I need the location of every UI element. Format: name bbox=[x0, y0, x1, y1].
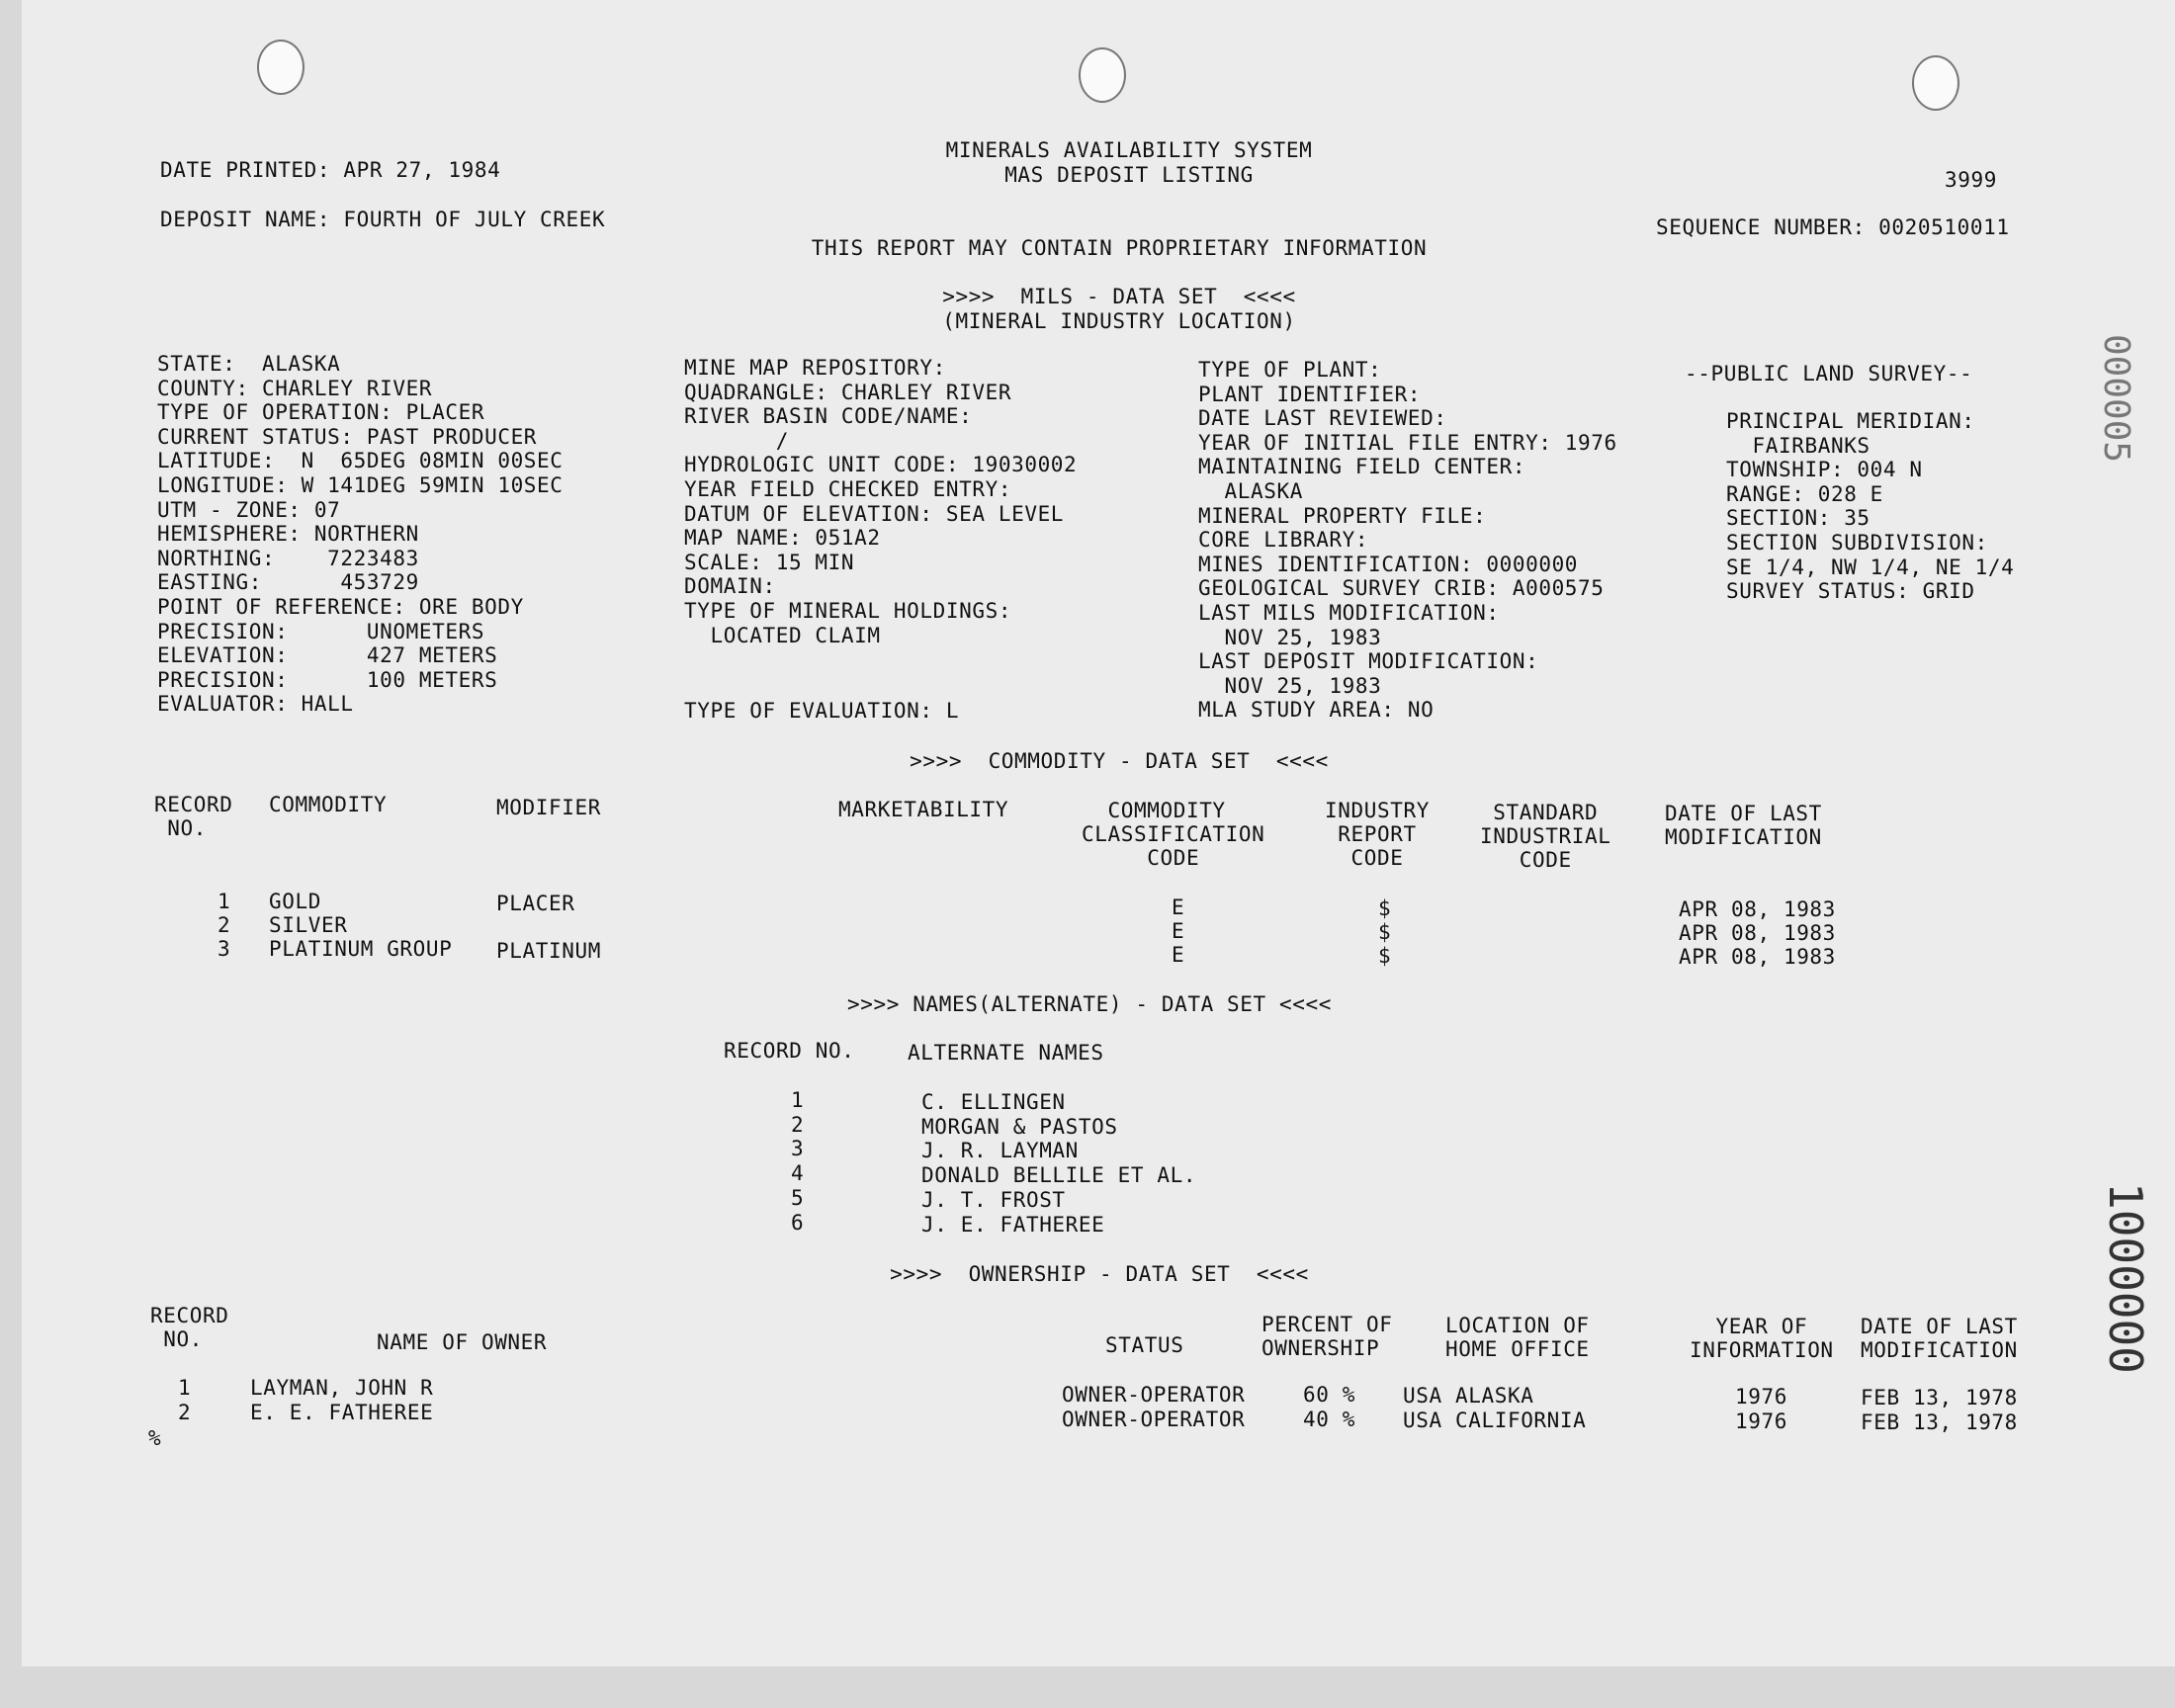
commodity-name: GOLD bbox=[269, 890, 321, 913]
mils-field: TOWNSHIP: 004 N bbox=[1726, 458, 1923, 481]
commodity-section-title: >>>> COMMODITY - DATA SET <<<< bbox=[910, 749, 1329, 773]
alternate-name: DONALD BELLILE ET AL. bbox=[921, 1163, 1197, 1187]
ownership-header-name: NAME OF OWNER bbox=[377, 1330, 548, 1354]
punch-hole bbox=[257, 40, 304, 95]
mils-field: HEMISPHERE: NORTHERN bbox=[157, 522, 419, 546]
commodity-industry-code: $ bbox=[1378, 920, 1392, 944]
mils-field: SECTION: 35 bbox=[1726, 506, 1870, 530]
commodity-modifier: PLATINUM bbox=[496, 939, 601, 963]
owner-record-no: 2 bbox=[178, 1401, 192, 1424]
mils-field: SURVEY STATUS: GRID bbox=[1726, 579, 1975, 603]
document-page: MINERALS AVAILABILITY SYSTEM MAS DEPOSIT LISTING DATE PRINTED: APR 27, 1984 3999 DEPOSIT NAME: FOURTH OF JULY CREEK SEQUENCE NUMBER: 0020510011 THIS REPORT MAY CONTAIN PROPRIETARY INFORMATION >>>> MILS - DATA SET <<<< (MINERAL INDUSTRY LOCATION) TYPE OF EVALUATION: L --PUBLIC LAND SURVEY-- >>>> COMMODITY - DATA SET <<<< RECORD NO. COMMODITY MODIFIER MARKETABILITY COMMODITY CLASSIFICATION CODE INDUSTRY REPORT CODE STANDARD INDUSTRIAL CODE DATE OF LAST MODIFICATION >>>> NAMES(ALTERNATE) - DATA SET <<<< RECORD NO. ALTERNATE NAMES >>>> OWNERSHIP - DATA SET <<<< RECORD NO. NAME OF OWNER STATUS PERCENT OF OWNERSHIP LOCATION OF HOME OFFICE YEAR OF INFORMATION DATE OF LAST MODIFICATION % 000005 1000000 STATE: ALASKA COUNTY: CHARLEY RIVER TYPE OF OPERATION: PLACER CURRENT STATUS: PAST PRODUCER LATITUDE: N 65DEG 08MIN 00SEC LONGITUDE: W 141DEG 59MIN 10SEC UTM - ZONE: 07 HEMISPHERE: NORTHERN NORTHING: 7223483 EASTING: 453729 POINT OF REFERENCE: ORE BODY PRECISION: UNOMETERS ELEVATION: 427 METERS PRECISION: 100 METERS EVALUATOR: HALL MINE MAP REPOSITORY: QUADRANGLE: CHARLEY RIVER RIVER BASIN CODE/NAME: / HYDROLOGIC UNIT CODE: 19030002 YEAR FIELD CHECKED ENTRY: DATUM OF ELEVATION: SEA LEVEL MAP NAME: 051A2 SCALE: 15 MIN DOMAIN: TYPE OF MINERAL HOLDINGS: LOCATED CLAIM TYPE OF PLANT: PLANT IDENTIFIER: DATE LAST REVIEWED: YEAR OF INITIAL FILE ENTRY: 1976 MAINTAINING FIELD CENTER: ALASKA MINERAL PROPERTY FILE: CORE LIBRARY: MINES IDENTIFICATION: 0000000 GEOLOGICAL SURVEY CRIB: A000575 LAST MILS MODIFICATION: NOV 25, 1983 LAST DEPOSIT MODIFICATION: NOV 25, 1983 MLA STUDY AREA: NO PRINCIPAL MERIDIAN: FAIRBANKS TOWNSHIP: 004 N RANGE: 028 E SECTION: 35 SECTION SUBDIVISION: SE 1/4, NW 1/4, NE 1/4 SURVEY STATUS: GRID 1 GOLD PLACER E $ APR 08, 1983 2 SILVER E $ APR 08, 1983 3 PLATINUM GROUP PLATINUM E $ APR 08, 1983 1 C. ELLINGEN 2 MORGAN & PASTOS 3 J. R. LAYMAN 4 DONALD BELLILE ET AL. 5 J. T. FROST 6 J. E. FATHEREE 1 LAYMAN, JOHN R OWNER-OPERATOR 60 % USA ALASKA 1976 FEB 13, 1978 2 E. E. FATHEREE OWNER-OPERATOR 40 % USA CALIFORNIA 1976 FEB 13, 1978 bbox=[22, 0, 2175, 1666]
owner-name: LAYMAN, JOHN R bbox=[250, 1376, 434, 1400]
ownership-header-percent: PERCENT OF OWNERSHIP bbox=[1262, 1313, 1393, 1360]
owner-record-no: 1 bbox=[178, 1376, 192, 1400]
mils-field: SECTION SUBDIVISION: bbox=[1726, 531, 1988, 555]
date-printed: DATE PRINTED: APR 27, 1984 bbox=[160, 158, 501, 182]
commodity-modifier: PLACER bbox=[496, 892, 575, 915]
mils-field: MINERAL PROPERTY FILE: bbox=[1198, 504, 1487, 528]
commodity-header-modifier: MODIFIER bbox=[496, 796, 601, 819]
commodity-header-record: RECORD NO. bbox=[154, 793, 233, 840]
mils-field: NORTHING: 7223483 bbox=[157, 547, 419, 570]
commodity-header-date: DATE OF LAST MODIFICATION bbox=[1665, 802, 1822, 849]
mils-field: NOV 25, 1983 bbox=[1198, 626, 1382, 649]
names-header-alternate: ALTERNATE NAMES bbox=[908, 1041, 1104, 1065]
mils-field: ELEVATION: 427 METERS bbox=[157, 643, 498, 667]
commodity-name: SILVER bbox=[269, 913, 348, 937]
commodity-header-commodity: COMMODITY bbox=[269, 793, 388, 816]
commodity-date: APR 08, 1983 bbox=[1679, 921, 1836, 945]
commodity-header-classification: COMMODITY CLASSIFICATION CODE bbox=[1082, 799, 1265, 870]
commodity-header-marketability: MARKETABILITY bbox=[838, 798, 1009, 821]
ownership-header-location: LOCATION OF HOME OFFICE bbox=[1445, 1314, 1590, 1361]
ownership-header-record: RECORD NO. bbox=[150, 1304, 229, 1351]
mils-field: TYPE OF PLANT: bbox=[1198, 358, 1382, 382]
commodity-class-code: E bbox=[1172, 896, 1185, 919]
mils-field: DOMAIN: bbox=[684, 574, 776, 598]
commodity-date: APR 08, 1983 bbox=[1679, 945, 1836, 969]
public-land-survey-title: --PUBLIC LAND SURVEY-- bbox=[1685, 362, 1973, 385]
alternate-name-record-no: 5 bbox=[791, 1186, 805, 1210]
commodity-record-no: 2 bbox=[218, 913, 231, 937]
alternate-name: MORGAN & PASTOS bbox=[921, 1115, 1118, 1139]
alternate-name-record-no: 6 bbox=[791, 1211, 805, 1235]
page-number: 3999 bbox=[1945, 168, 1997, 192]
mils-field: ALASKA bbox=[1198, 479, 1303, 503]
mils-field: SE 1/4, NW 1/4, NE 1/4 bbox=[1726, 555, 2015, 579]
ownership-section-title: >>>> OWNERSHIP - DATA SET <<<< bbox=[890, 1262, 1309, 1286]
mils-field: GEOLOGICAL SURVEY CRIB: A000575 bbox=[1198, 576, 1605, 600]
sequence-number: SEQUENCE NUMBER: 0020510011 bbox=[1656, 215, 2010, 239]
alternate-name: J. E. FATHEREE bbox=[921, 1213, 1105, 1237]
mils-field: STATE: ALASKA bbox=[157, 352, 341, 376]
commodity-header-sic: STANDARD INDUSTRIAL CODE bbox=[1480, 801, 1611, 872]
owner-year: 1976 bbox=[1735, 1409, 1787, 1433]
mils-field: HYDROLOGIC UNIT CODE: 19030002 bbox=[684, 453, 1078, 476]
owner-name: E. E. FATHEREE bbox=[250, 1401, 434, 1424]
owner-percent: 40 % bbox=[1303, 1408, 1355, 1431]
owner-status: OWNER-OPERATOR bbox=[1062, 1383, 1246, 1407]
commodity-record-no: 3 bbox=[218, 937, 231, 961]
listing-title: MAS DEPOSIT LISTING bbox=[1004, 163, 1254, 187]
mils-field: PLANT IDENTIFIER: bbox=[1198, 383, 1422, 406]
mils-field: NOV 25, 1983 bbox=[1198, 674, 1382, 698]
alternate-name-record-no: 1 bbox=[791, 1088, 805, 1112]
owner-percent: 60 % bbox=[1303, 1383, 1355, 1407]
mils-field: LATITUDE: N 65DEG 08MIN 00SEC bbox=[157, 449, 564, 472]
mils-field: EVALUATOR: HALL bbox=[157, 692, 354, 716]
mils-field: QUADRANGLE: CHARLEY RIVER bbox=[684, 381, 1012, 404]
mils-field: PRINCIPAL MERIDIAN: bbox=[1726, 409, 1975, 433]
punch-hole bbox=[1912, 55, 1959, 111]
mils-field: TYPE OF OPERATION: PLACER bbox=[157, 400, 485, 424]
alternate-name: J. R. LAYMAN bbox=[921, 1139, 1079, 1162]
names-section-title: >>>> NAMES(ALTERNATE) - DATA SET <<<< bbox=[847, 992, 1332, 1016]
deposit-name: DEPOSIT NAME: FOURTH OF JULY CREEK bbox=[160, 208, 606, 231]
commodity-industry-code: $ bbox=[1378, 897, 1392, 920]
owner-location: USA CALIFORNIA bbox=[1403, 1409, 1587, 1432]
commodity-class-code: E bbox=[1172, 919, 1185, 943]
mils-field: MINE MAP REPOSITORY: bbox=[684, 356, 946, 380]
commodity-class-code: E bbox=[1172, 943, 1185, 967]
commodity-name: PLATINUM GROUP bbox=[269, 937, 453, 961]
commodity-industry-code: $ bbox=[1378, 944, 1392, 968]
type-of-evaluation: TYPE OF EVALUATION: L bbox=[684, 699, 960, 723]
mils-field: DATUM OF ELEVATION: SEA LEVEL bbox=[684, 502, 1065, 526]
mils-field: PRECISION: 100 METERS bbox=[157, 668, 498, 692]
mils-section-subtitle: (MINERAL INDUSTRY LOCATION) bbox=[942, 309, 1296, 333]
mils-field: PRECISION: UNOMETERS bbox=[157, 620, 485, 643]
mils-field: TYPE OF MINERAL HOLDINGS: bbox=[684, 599, 1012, 623]
alternate-name-record-no: 3 bbox=[791, 1137, 805, 1160]
mils-field: LAST DEPOSIT MODIFICATION: bbox=[1198, 649, 1539, 673]
mils-field: POINT OF REFERENCE: ORE BODY bbox=[157, 595, 524, 619]
alternate-name: C. ELLINGEN bbox=[921, 1090, 1066, 1114]
mils-field: DATE LAST REVIEWED: bbox=[1198, 406, 1447, 430]
mils-field: CORE LIBRARY: bbox=[1198, 528, 1369, 552]
names-header-record: RECORD NO. bbox=[724, 1039, 855, 1063]
commodity-date: APR 08, 1983 bbox=[1679, 897, 1836, 921]
mils-field: EASTING: 453729 bbox=[157, 570, 419, 594]
owner-year: 1976 bbox=[1735, 1385, 1787, 1409]
commodity-header-industry: INDUSTRY REPORT CODE bbox=[1325, 799, 1430, 870]
mils-field: YEAR OF INITIAL FILE ENTRY: 1976 bbox=[1198, 431, 1617, 455]
mils-field: LONGITUDE: W 141DEG 59MIN 10SEC bbox=[157, 473, 564, 497]
footer-percent-mark: % bbox=[148, 1426, 162, 1450]
ownership-header-date: DATE OF LAST MODIFICATION bbox=[1861, 1315, 2018, 1362]
mils-field: FAIRBANKS bbox=[1726, 434, 1870, 458]
owner-date: FEB 13, 1978 bbox=[1861, 1386, 2018, 1409]
mils-field: SCALE: 15 MIN bbox=[684, 551, 855, 574]
mils-field: LAST MILS MODIFICATION: bbox=[1198, 601, 1500, 625]
mils-field: MAP NAME: 051A2 bbox=[684, 526, 881, 550]
owner-date: FEB 13, 1978 bbox=[1861, 1410, 2018, 1434]
owner-location: USA ALASKA bbox=[1403, 1384, 1534, 1408]
mils-field: UTM - ZONE: 07 bbox=[157, 498, 341, 522]
mils-field: MINES IDENTIFICATION: 0000000 bbox=[1198, 553, 1579, 576]
alternate-name-record-no: 4 bbox=[791, 1161, 805, 1185]
ownership-header-year: YEAR OF INFORMATION bbox=[1690, 1315, 1834, 1362]
mils-field: RIVER BASIN CODE/NAME: bbox=[684, 404, 973, 428]
ownership-header-status: STATUS bbox=[1105, 1333, 1184, 1357]
alternate-name: J. T. FROST bbox=[921, 1188, 1066, 1212]
owner-status: OWNER-OPERATOR bbox=[1062, 1408, 1246, 1431]
commodity-record-no: 1 bbox=[218, 890, 231, 913]
system-title: MINERALS AVAILABILITY SYSTEM bbox=[945, 138, 1313, 162]
mils-field: / bbox=[684, 429, 789, 453]
mils-section-title: >>>> MILS - DATA SET <<<< bbox=[942, 285, 1296, 308]
mils-field: MAINTAINING FIELD CENTER: bbox=[1198, 455, 1526, 478]
mils-field: YEAR FIELD CHECKED ENTRY: bbox=[684, 477, 1012, 501]
mils-field: CURRENT STATUS: PAST PRODUCER bbox=[157, 425, 538, 449]
punch-hole bbox=[1079, 47, 1126, 103]
mils-field: MLA STUDY AREA: NO bbox=[1198, 698, 1435, 722]
mils-field: LOCATED CLAIM bbox=[684, 624, 881, 647]
alternate-name-record-no: 2 bbox=[791, 1113, 805, 1137]
mils-field: COUNTY: CHARLEY RIVER bbox=[157, 377, 433, 400]
proprietary-notice: THIS REPORT MAY CONTAIN PROPRIETARY INFORMATION bbox=[811, 236, 1428, 260]
mils-field: RANGE: 028 E bbox=[1726, 482, 1883, 506]
